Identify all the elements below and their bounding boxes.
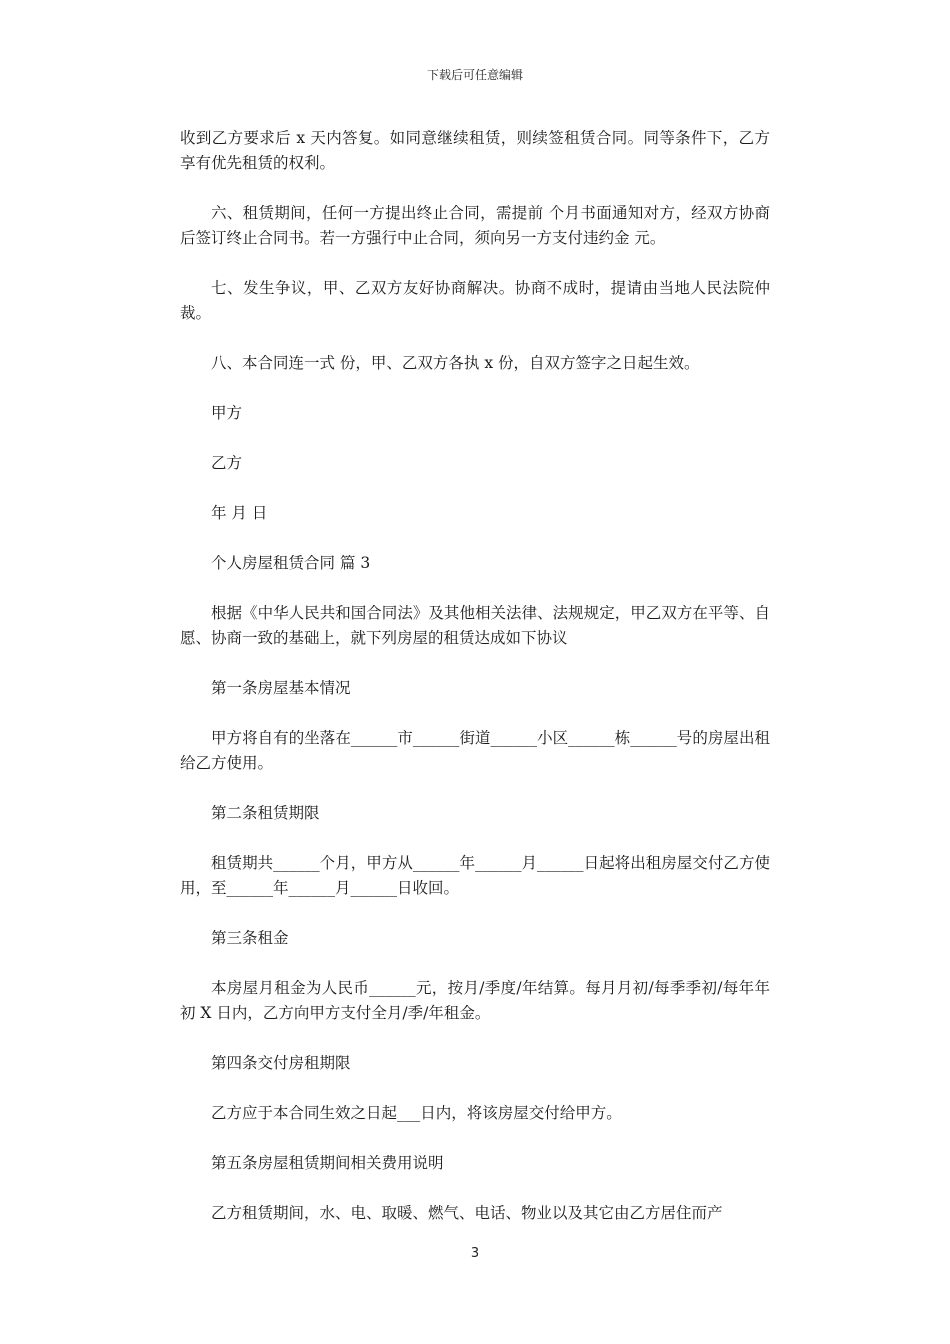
paragraph-article-1: 甲方将自有的坐落在______市______街道______小区______栋______号的房屋出租给乙方使用。 xyxy=(180,729,770,772)
paragraph-renewal-reply: 收到乙方要求后 x 天内答复。如同意继续租赁，则续签租赁合同。同等条件下，乙方享有优先租赁的权利。 xyxy=(180,129,770,172)
document-body xyxy=(180,126,770,1251)
signature-party-a: 甲方 xyxy=(211,404,243,422)
paragraph-article-3: 本房屋月租金为人民币______元，按月/季度/年结算。每月月初/每季季初/每年年初 X 日内，乙方向甲方支付全月/季/年租金。 xyxy=(180,979,770,1022)
paragraph-clause-7-dispute: 七、发生争议，甲、乙双方友好协商解决。协商不成时，提请由当地人民法院仲裁。 xyxy=(180,279,770,322)
heading-article-4: 第四条交付房租期限 xyxy=(211,1054,351,1072)
paragraph-article-5: 乙方租赁期间，水、电、取暖、燃气、电话、物业以及其它由乙方居住而产 xyxy=(211,1204,723,1222)
heading-article-2: 第二条租赁期限 xyxy=(211,804,320,822)
paragraph-clause-8-copies: 八、本合同连一式 份，甲、乙双方各执 x 份，自双方签字之日起生效。 xyxy=(211,354,700,372)
heading-article-1: 第一条房屋基本情况 xyxy=(211,679,351,697)
page-number: 3 xyxy=(470,1246,480,1261)
paragraph-article-2: 租赁期共______个月，甲方从______年______月______日起将出租房屋交付乙方使用，至______年______月______日收回。 xyxy=(180,854,770,897)
heading-article-5: 第五条房屋租赁期间相关费用说明 xyxy=(211,1154,444,1172)
paragraph-clause-6-termination: 六、租赁期间，任何一方提出终止合同，需提前 个月书面通知对方，经双方协商后签订终止合同书。若一方强行中止合同，须向另一方支付违约金 元。 xyxy=(180,204,770,247)
page-header: 下载后可任意编辑 xyxy=(426,68,523,82)
section-title-contract-3: 个人房屋租赁合同 篇 3 xyxy=(211,554,371,572)
heading-article-3: 第三条租金 xyxy=(211,929,289,947)
signature-date: 年 月 日 xyxy=(211,504,268,522)
paragraph-article-4: 乙方应于本合同生效之日起___日内，将该房屋交付给甲方。 xyxy=(211,1104,622,1122)
paragraph-preamble: 根据《中华人民共和国合同法》及其他相关法律、法规规定，甲乙双方在平等、自愿、协商一致的基础上，就下列房屋的租赁达成如下协议 xyxy=(180,604,770,647)
signature-party-b: 乙方 xyxy=(211,454,243,472)
